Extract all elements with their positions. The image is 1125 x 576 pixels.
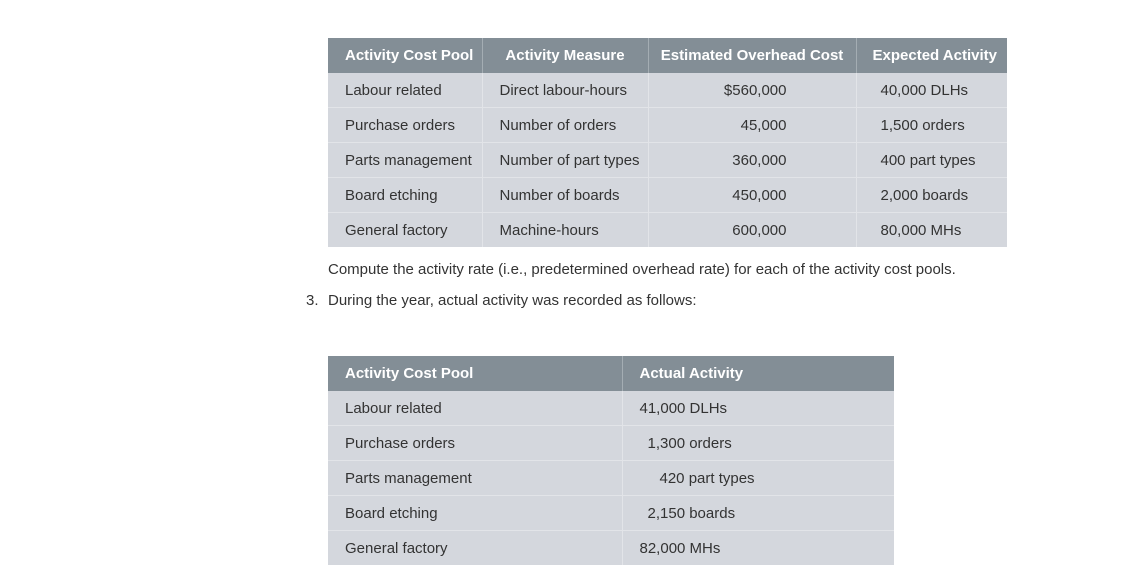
table-row [328,391,894,426]
cell-actual-activity: 420 part types [622,461,894,496]
column-header-activity-cost-pool: Activity Cost Pool [328,38,482,73]
table-row [328,213,1007,248]
table-row [328,73,1007,108]
table-header-row [328,38,1007,73]
column-header-expected-activity: Expected Activity [856,38,1007,73]
cell-activity-measure: Number of part types [482,143,648,178]
table-row [328,143,1007,178]
instruction-text: Compute the activity rate (i.e., predetermined overhead rate) for each of the activity cost pools. [328,261,956,278]
cell-activity-measure: Direct labour-hours [482,73,648,108]
cell-overhead-cost: $560,000 [648,73,856,108]
cell-expected-activity: 1,500 orders [856,108,1007,143]
cell-expected-activity: 80,000 MHs [856,213,1007,248]
list-item-3 [306,292,697,309]
cell-actual-activity: 1,300 orders [622,426,894,461]
list-item-text: During the year, actual activity was recorded as follows: [328,292,697,309]
cell-cost-pool: Purchase orders [328,426,622,461]
cell-expected-activity: 400 part types [856,143,1007,178]
cell-activity-measure: Number of orders [482,108,648,143]
cell-overhead-cost: 360,000 [648,143,856,178]
estimated-overhead-table [328,38,1007,247]
cell-overhead-cost: 600,000 [648,213,856,248]
cell-cost-pool: Parts management [328,143,482,178]
cell-expected-activity: 40,000 DLHs [856,73,1007,108]
cell-overhead-cost: 450,000 [648,178,856,213]
column-header-activity-cost-pool: Activity Cost Pool [328,356,622,391]
table-row [328,178,1007,213]
cell-cost-pool: Labour related [328,391,622,426]
cell-cost-pool: Board etching [328,496,622,531]
cell-cost-pool: Board etching [328,178,482,213]
table-row [328,496,894,531]
actual-activity-table [328,356,894,565]
cell-cost-pool: Labour related [328,73,482,108]
list-item-number: 3. [306,292,319,309]
cell-overhead-cost: 45,000 [648,108,856,143]
column-header-actual-activity: Actual Activity [622,356,894,391]
cell-expected-activity: 2,000 boards [856,178,1007,213]
table-row [328,531,894,566]
cell-cost-pool: Parts management [328,461,622,496]
table-row [328,108,1007,143]
cell-cost-pool: General factory [328,213,482,248]
cell-actual-activity: 2,150 boards [622,496,894,531]
cell-activity-measure: Number of boards [482,178,648,213]
table-row [328,426,894,461]
cell-cost-pool: General factory [328,531,622,566]
cell-actual-activity: 82,000 MHs [622,531,894,566]
table-row [328,461,894,496]
cell-actual-activity: 41,000 DLHs [622,391,894,426]
column-header-estimated-overhead-cost: Estimated Overhead Cost [648,38,856,73]
table-header-row [328,356,894,391]
cell-cost-pool: Purchase orders [328,108,482,143]
cell-activity-measure: Machine-hours [482,213,648,248]
column-header-activity-measure: Activity Measure [482,38,648,73]
